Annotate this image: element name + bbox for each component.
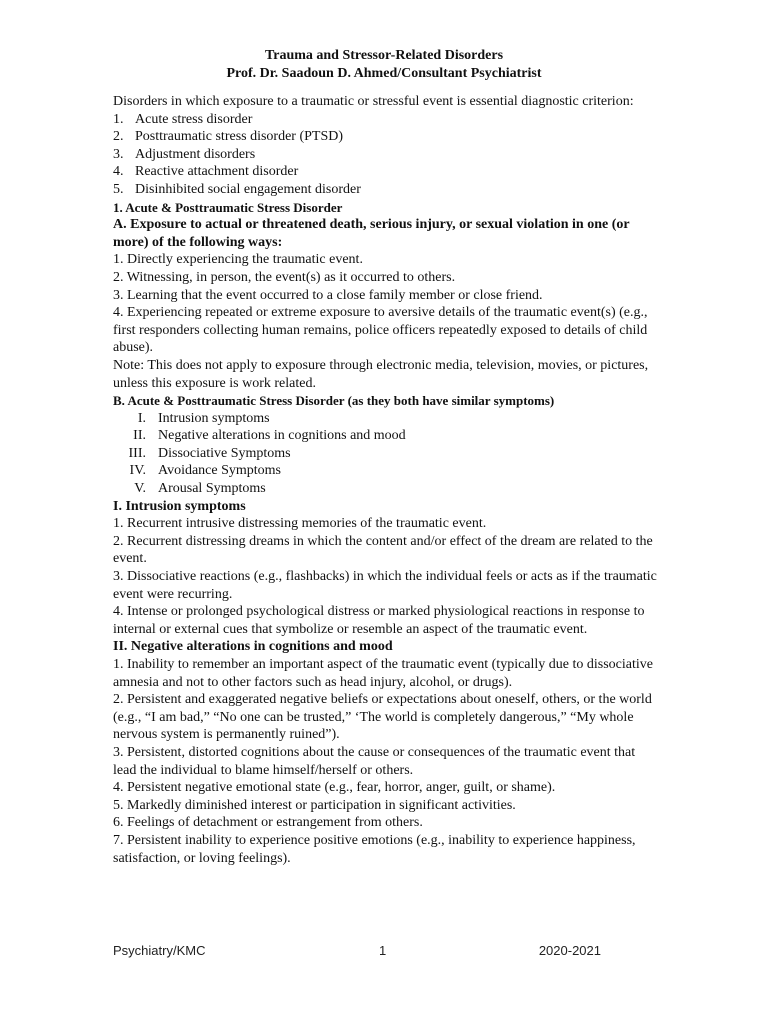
- intrusion-item: 1. Recurrent intrusive distressing memories of the traumatic event.: [113, 516, 487, 532]
- negative-item: 2. Persistent and exaggerated negative beliefs or expectations about oneself, others, or the world (e.g., “I am bad,” “No one can be trusted,” ‘The world is completely dangerous,” “My whole nervous system is permanently ruined”).: [113, 692, 652, 743]
- document-title: Trauma and Stressor-Related Disorders: [264, 48, 504, 63]
- list-item: I. Intrusion symptoms: [137, 410, 270, 426]
- list-item: 4. Reactive attachment disorder: [113, 164, 299, 180]
- negative-item: 5. Markedly diminished interest or participation in significant activities.: [113, 797, 516, 813]
- list-item: III. Dissociative Symptoms: [128, 445, 291, 461]
- list-item: 5. Disinhibited social engagement disorder: [113, 181, 361, 197]
- negative-item: 4. Persistent negative emotional state (e.g., fear, horror, anger, guilt, or shame).: [113, 780, 556, 796]
- intrusion-item: 3. Dissociative reactions (e.g., flashbacks) in which the individual feels or acts as if the traumatic event were recurring.: [113, 569, 657, 602]
- list-item: II. Negative alterations in cognitions and mood: [133, 428, 406, 444]
- list-item: 2. Posttraumatic stress disorder (PTSD): [113, 129, 344, 145]
- symptom-groups-list: [113, 410, 658, 498]
- criterion-a-heading: A. Exposure to actual or threatened death, serious injury, or sexual violation in one (or more) of the following ways:: [113, 217, 630, 250]
- document-author: Prof. Dr. Saadoun D. Ahmed/Consultant Psychiatrist: [226, 66, 542, 81]
- criterion-a-item: 2. Witnessing, in person, the event(s) as it occurred to others.: [113, 269, 456, 285]
- footer-page-number: 1: [379, 943, 387, 958]
- negative-item: 1. Inability to remember an important aspect of the traumatic event (typically due to dissociative amnesia and not to other factors such as head injury, alcohol, or drugs).: [113, 657, 653, 690]
- negative-item: 7. Persistent inability to experience positive emotions (e.g., inability to experience happiness, satisfaction, or loving feelings).: [113, 832, 636, 866]
- footer-department: Psychiatry/KMC: [113, 943, 206, 958]
- list-item: IV. Avoidance Symptoms: [129, 463, 282, 479]
- negative-item: 3. Persistent, distorted cognitions about the cause or consequences of the traumatic event that lead the individual to blame himself/herself or others.: [113, 744, 636, 778]
- intrusion-item: 4. Intense or prolonged psychological distress or marked physiological reactions in response to internal or external cues that symbolize or resemble an aspect of the traumatic event.: [113, 604, 645, 637]
- criterion-a-item: 1. Directly experiencing the traumatic event.: [113, 252, 363, 268]
- intrusion-item: 2. Recurrent distressing dreams in which the content and/or effect of the dream are related to the event.: [113, 533, 653, 567]
- disorders-list: [113, 111, 658, 199]
- document-body: [113, 93, 658, 867]
- note-paragraph: Note: This does not apply to exposure through electronic media, television, movies, or pictures, unless this exposure is work related.: [113, 357, 649, 391]
- criterion-a-item: 3. Learning that the event occurred to a close family member or close friend.: [113, 287, 543, 303]
- negative-heading: II. Negative alterations in cognitions and mood: [113, 639, 393, 655]
- criterion-a-item: 4. Experiencing repeated or extreme exposure to aversive details of the traumatic event(s) (e.g., first responders collecting human remains, police officers repeatedly exposed to details of child abuse).: [113, 305, 648, 356]
- section-heading: 1. Acute & Posttraumatic Stress Disorder: [113, 199, 343, 215]
- criterion-b-heading: B. Acute & Posttraumatic Stress Disorder (as they both have similar symptoms): [113, 393, 555, 409]
- list-item: 1. Acute stress disorder: [113, 111, 253, 127]
- negative-item: 6. Feelings of detachment or estrangement from others.: [113, 815, 423, 831]
- list-item: 3. Adjustment disorders: [113, 146, 256, 162]
- footer-year: 2020-2021: [538, 943, 601, 958]
- intrusion-heading: I. Intrusion symptoms: [113, 498, 246, 514]
- list-item: V. Arousal Symptoms: [134, 481, 266, 497]
- intro-paragraph: Disorders in which exposure to a traumatic or stressful event is essential diagnostic criterion:: [113, 94, 634, 109]
